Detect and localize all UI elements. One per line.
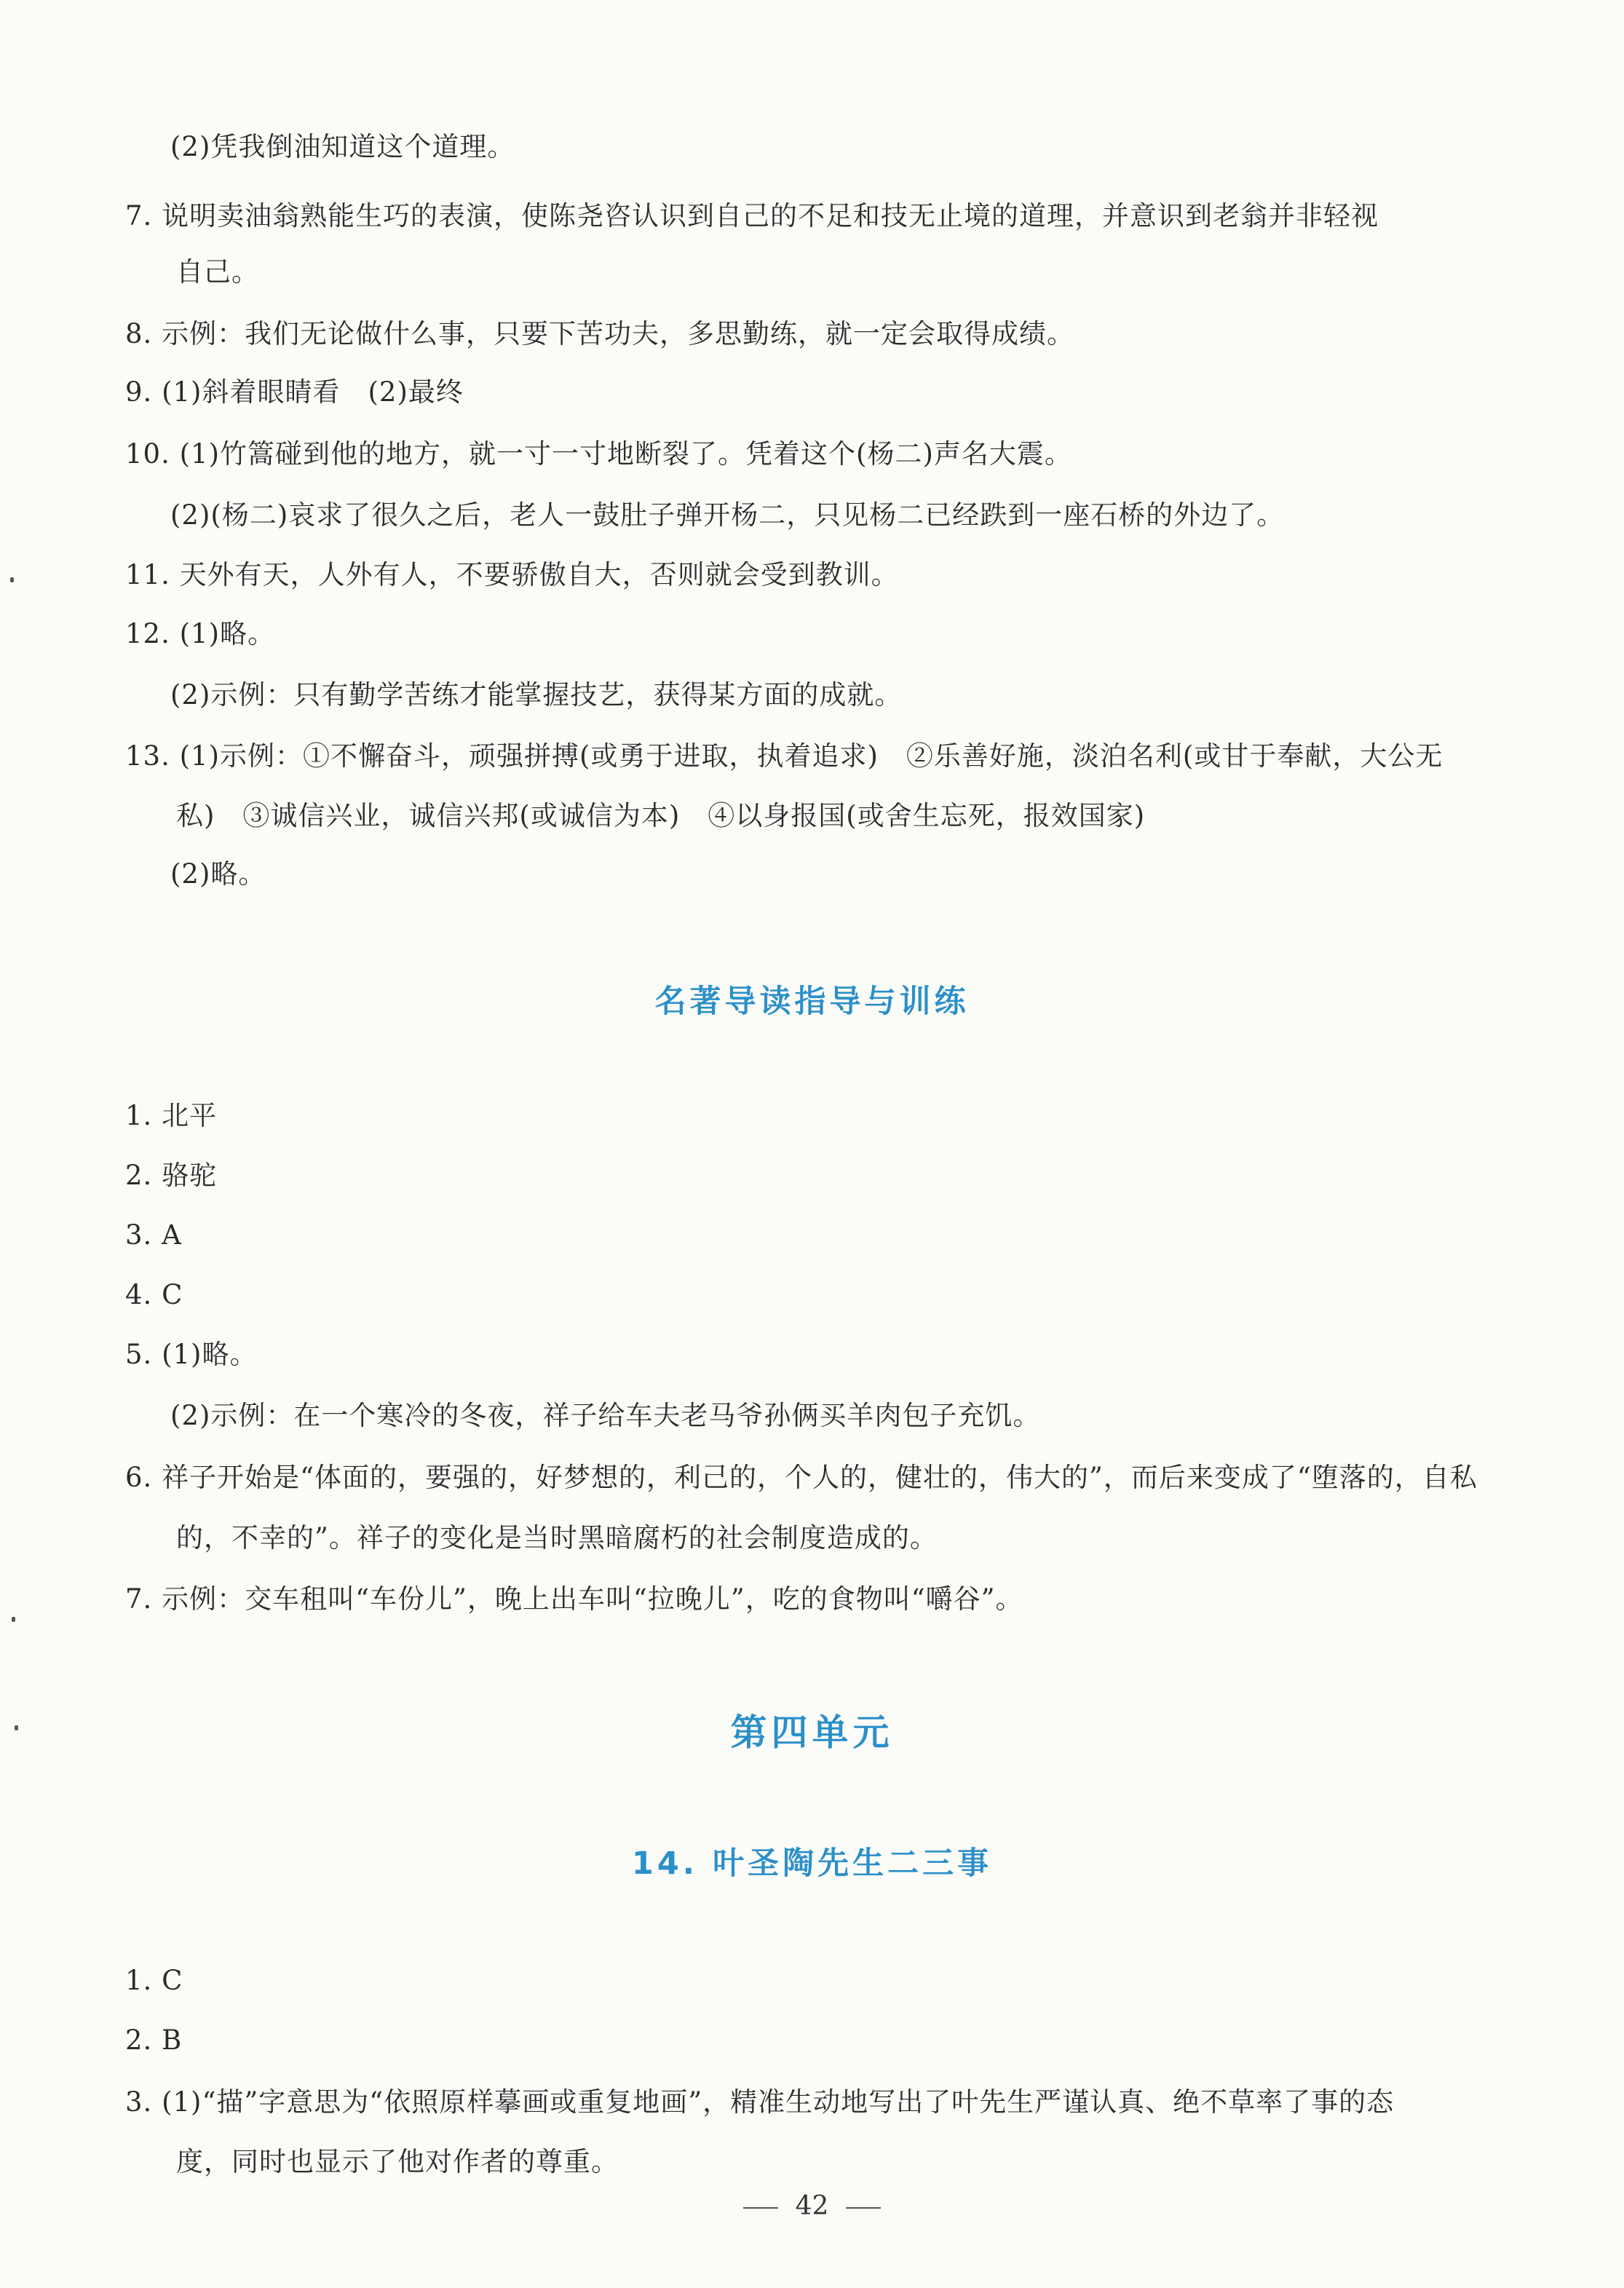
text-line: 4. C bbox=[125, 1279, 183, 1310]
text-line: 3. A bbox=[125, 1219, 182, 1251]
text-line: 5. (1)略。 bbox=[125, 1339, 258, 1370]
scan-speck bbox=[12, 1617, 15, 1622]
text-line: 自己。 bbox=[176, 256, 259, 288]
text-line: 13. (1)示例：①不懈奋斗，顽强拼搏(或勇于进取，执着追求) ②乐善好施，淡泊名利(或甘于奉献，大公无 bbox=[125, 740, 1443, 772]
text-line: 的，不幸的”。祥子的变化是当时黑暗腐朽的社会制度造成的。 bbox=[176, 1522, 938, 1553]
footer-dash bbox=[743, 2207, 778, 2209]
text-line: 度，同时也显示了他对作者的尊重。 bbox=[176, 2146, 619, 2177]
section-heading-reading-guide: 名著导读指导与训练 bbox=[654, 983, 970, 1020]
footer-dash bbox=[846, 2207, 881, 2209]
text-line: 11. 天外有天，人外有人，不要骄傲自大，否则就会受到教训。 bbox=[125, 559, 899, 590]
text-line: 7. 说明卖油翁熟能生巧的表演，使陈尧咨认识到自己的不足和技无止境的道理，并意识到老翁并非轻视 bbox=[125, 200, 1379, 231]
text-line: 2. 骆驼 bbox=[125, 1160, 218, 1191]
text-line: 12. (1)略。 bbox=[125, 618, 276, 649]
text-line: 10. (1)竹篙碰到他的地方，就一寸一寸地断裂了。凭着这个(杨二)声名大震。 bbox=[125, 438, 1072, 470]
unit-heading: 第四单元 bbox=[730, 1711, 894, 1754]
text-line: (2)示例：只有勤学苦练才能掌握技艺，获得某方面的成就。 bbox=[170, 679, 903, 710]
text-line: 1. 北平 bbox=[125, 1100, 218, 1131]
text-line: 3. (1)“描”字意思为“依照原样摹画或重复地画”，精准生动地写出了叶先生严谨认真、绝不草率了事的态 bbox=[125, 2086, 1395, 2118]
text-line: 2. B bbox=[125, 2024, 183, 2056]
text-line: 9. (1)斜着眼睛看 (2)最终 bbox=[125, 376, 464, 408]
text-line: (2)略。 bbox=[170, 858, 266, 890]
page-footer bbox=[0, 2191, 1624, 2221]
text-line: (2)(杨二)哀求了很久之后，老人一鼓肚子弹开杨二，只见杨二已经跌到一座石桥的外边了。 bbox=[170, 499, 1285, 531]
scan-speck bbox=[15, 1725, 18, 1730]
text-line: (2)凭我倒油知道这个道理。 bbox=[170, 131, 515, 162]
text-line: (2)示例：在一个寒冷的冬夜，祥子给车夫老马爷孙俩买羊肉包子充饥。 bbox=[170, 1400, 1041, 1431]
text-line: 8. 示例：我们无论做什么事，只要下苦功夫，多思勤练，就一定会取得成绩。 bbox=[125, 318, 1075, 349]
text-line: 私) ③诚信兴业，诚信兴邦(或诚信为本) ④以身报国(或舍生忘死，报效国家) bbox=[176, 800, 1146, 831]
lesson-heading: 14. 叶圣陶先生二三事 bbox=[631, 1845, 993, 1882]
text-line: 1. C bbox=[125, 1965, 183, 1996]
text-line: 7. 示例：交车租叫“车份儿”，晚上出车叫“拉晚儿”，吃的食物叫“嚼谷”。 bbox=[125, 1583, 1023, 1615]
text-line: 6. 祥子开始是“体面的，要强的，好梦想的，利己的，个人的，健壮的，伟大的”，而后来变成了“堕落的，自私 bbox=[125, 1462, 1478, 1493]
scan-speck bbox=[10, 577, 14, 582]
page-number: 42 bbox=[795, 2191, 829, 2221]
